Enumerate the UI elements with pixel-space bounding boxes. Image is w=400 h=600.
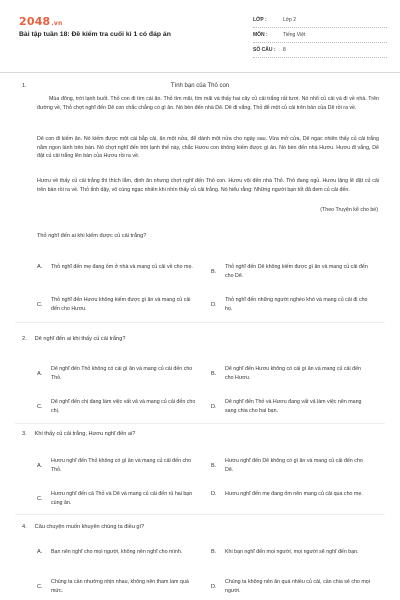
meta-value: 8 — [283, 47, 286, 53]
question-number: 1. — [22, 83, 27, 89]
question-number: 2. — [22, 336, 27, 342]
header-divider — [0, 72, 400, 73]
option-letter: B. — [211, 549, 217, 556]
passage-paragraph: Mùa đông, trời lạnh buốt. Thỏ con đi tìm cái ăn. Thỏ tìm mãi, tìm mãi và thấy hai cây củ cải trắng rất tươi. Nó nhổ củ cải và đi về nhà. Trên đường về, Thỏ chợt nghĩ đến Dê con chắc chẳng có gì ăn. Nó bèn đến nhà Dê. Dê đi vắng, Thỏ để một củ cải trên bàn của Dê rồi ra về. — [37, 96, 379, 111]
option-letter: A. — [37, 264, 43, 271]
meta-info — [253, 13, 387, 58]
option-d[interactable] — [211, 398, 370, 415]
meta-key: MÔN : — [253, 32, 268, 38]
option-text: Thỏ nghĩ đến Hươu không kiếm được gì ăn và mang củ cải đến cho Hươu. — [51, 297, 191, 312]
option-letter: D. — [211, 491, 217, 498]
logo-suffix: .vn — [51, 20, 63, 27]
site-logo[interactable] — [19, 15, 62, 28]
option-letter: A. — [37, 549, 43, 556]
section-divider — [15, 514, 385, 515]
option-c[interactable] — [37, 490, 196, 507]
option-text: Hươu nghĩ đến mẹ đang ốm nên mang củ cải qua cho mẹ. — [225, 491, 363, 497]
option-text: Bạn nên nghĩ cho mọi người, không nên nghĩ cho mình. — [51, 549, 183, 555]
option-c[interactable] — [37, 578, 196, 595]
option-text: Chúng ta cần nhường nhịn nhau, không nên tham lam quá mức. — [51, 579, 189, 594]
option-a[interactable] — [37, 457, 196, 474]
option-letter: C. — [37, 403, 43, 410]
passage-title: Tình bạn của Thỏ con — [170, 83, 230, 89]
option-text: Dê nghĩ đến Thỏ và Hươu đang vất vả làm việc nên mang sang chia cho hai bạn. — [225, 399, 362, 414]
option-text: Thỏ nghĩ đến những người nghèo khó và mang củ cải đi cho họ. — [225, 297, 368, 312]
meta-key: LỚP : — [253, 17, 267, 23]
option-d[interactable] — [211, 578, 370, 595]
option-text: Dê nghĩ đến chị đang làm việc vất vả và mang củ cải đến cho chị. — [51, 399, 196, 414]
option-text: Thỏ nghĩ đến mẹ đang ốm ở nhà và mang củ cải về cho mẹ. — [51, 264, 193, 270]
question-text: Khi thấy củ cải trắng, Hươu nghĩ đến ai? — [34, 431, 136, 437]
passage-source: (Theo Truyện kể cho bé) — [320, 207, 378, 213]
option-letter: C. — [37, 583, 43, 590]
question — [22, 524, 144, 530]
option-b[interactable] — [211, 263, 370, 280]
option-a[interactable] — [37, 263, 196, 272]
meta-row-class — [253, 13, 387, 28]
option-b[interactable] — [211, 457, 370, 474]
passage-paragraph: Dê con đi kiếm ăn. Nó kiếm được một cái bắp cải, ăn một nửa, để dành một nửa cho ngày sau. Vừa mở cửa, Dê ngạc nhiên thấy củ cải trắng nằm ngon lành trên bàn. Nó chợt nghĩ đến trời lạnh thế này, chắc Hươu con không kiếm được gì ăn. Nó bèn đến nhà Hươu. Hươu đi vắng, Dê đặt củ cải trắng lên bàn của Hươu rồi ra về. — [37, 136, 379, 159]
question-text: Câu chuyện muốn khuyên chúng ta điều gì? — [34, 524, 145, 530]
option-a[interactable] — [37, 365, 196, 382]
option-text: Dê nghĩ đến Hươu không có cái gì ăn và mang củ cải đến cho Hươu. — [225, 366, 361, 381]
option-letter: D. — [211, 583, 217, 590]
option-b[interactable] — [211, 365, 370, 382]
option-text: Khi bạn nghĩ đến mọi người, mọi người sẽ nghĩ đến bạn. — [225, 549, 359, 555]
option-letter: B. — [211, 370, 217, 377]
option-letter: A. — [37, 370, 43, 377]
option-b[interactable] — [211, 548, 370, 557]
option-c[interactable] — [37, 296, 196, 313]
meta-value: Tiếng Việt — [283, 32, 306, 38]
section-divider — [15, 322, 385, 323]
question-number: 3. — [22, 431, 27, 437]
option-d[interactable] — [211, 490, 370, 499]
option-text: Chúng ta không nên ăn quá nhiều củ cải, cần chia sẻ cho mọi người. — [225, 579, 370, 594]
question — [22, 336, 125, 342]
option-a[interactable] — [37, 548, 196, 557]
question-text: Dê nghĩ đến ai khi thấy củ cải trắng? — [34, 336, 126, 342]
option-text: Hươu nghĩ đến Thỏ không có gì ăn và mang củ cải đến cho Thỏ. — [51, 458, 192, 473]
option-letter: C. — [37, 301, 43, 308]
question — [22, 431, 135, 437]
option-letter: B. — [211, 462, 217, 469]
option-letter: C. — [37, 495, 43, 502]
option-letter: D. — [211, 403, 217, 410]
option-text: Dê nghĩ đến Thỏ không có cái gì ăn và mang củ cải đến cho Thỏ. — [51, 366, 193, 381]
option-c[interactable] — [37, 398, 196, 415]
option-letter: D. — [211, 301, 217, 308]
option-text: Thỏ nghĩ đến Dê không kiếm được gì ăn và mang củ cải đến cho Dê. — [225, 264, 368, 279]
option-letter: A. — [37, 462, 43, 469]
logo-main: 2048 — [19, 15, 51, 28]
document-title: Bài tập tuần 18: Đề kiểm tra cuối kì 1 có đáp án — [19, 31, 171, 38]
option-text: Hươu nghĩ đến Dê không có gì ăn và mang củ cải đến cho Dê. — [225, 458, 363, 473]
meta-row-count — [253, 43, 387, 58]
option-letter: B. — [211, 268, 217, 275]
passage-paragraph: Hươu về thấy củ cải trắng thì thích lắm, định ăn nhưng chợt nghĩ đến Thỏ con. Hươu vội đến nhà Thỏ. Thỏ đang ngủ. Hươu lặng lẽ đặt củ cải trên bàn rồi ra về. Thỏ tỉnh dậy, vô cùng ngạc nhiên khi nhìn thấy củ cải trắng. Nó hiểu rằng: Những người bạn tốt đã đem củ cải đến. — [37, 178, 379, 193]
question-number: 4. — [22, 524, 27, 530]
section-divider — [15, 423, 385, 424]
option-d[interactable] — [211, 296, 370, 313]
question-text: Thỏ nghĩ đến ai khi kiếm được củ cải trắng? — [37, 233, 147, 239]
option-text: Hươu nghĩ đến cả Thỏ và Dê và mang củ cải đến rủ hai bạn cùng ăn. — [51, 491, 193, 506]
meta-value: Lớp 2 — [283, 17, 297, 23]
meta-key: SỐ CÂU : — [253, 47, 276, 53]
page-header — [0, 0, 400, 70]
meta-row-subject — [253, 28, 387, 43]
